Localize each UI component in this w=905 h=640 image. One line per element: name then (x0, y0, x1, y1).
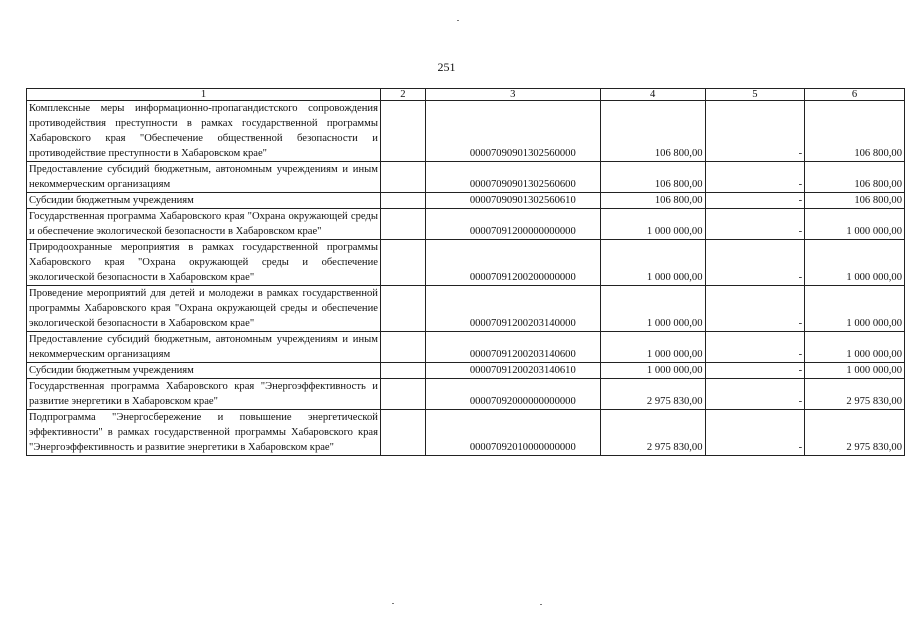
classification-code-cell: 00007091200000000000 (425, 209, 600, 240)
column-2-cell (380, 286, 425, 332)
row-name-cell: Природоохранные мероприятия в рамках государственной программы Хабаровского края "Охрана окружающей среды и обеспечение экологической безопасности в Хабаровском крае" (27, 240, 381, 286)
column-5-value-cell: - (705, 162, 805, 193)
column-5-value-cell: - (705, 193, 805, 209)
column-2-cell (380, 363, 425, 379)
row-name-cell: Государственная программа Хабаровского края "Энергоэффективность и развитие энергетики в Хабаровском крае" (27, 379, 381, 410)
table-row (27, 286, 905, 332)
column-6-value-cell: 2 975 830,00 (805, 379, 905, 410)
column-2-cell (380, 240, 425, 286)
column-header: 2 (380, 89, 425, 101)
row-name-cell: Проведение мероприятий для детей и молодежи в рамках государственной программы Хабаровского края "Охрана окружающей среды и обеспечение экологической безопасности в Хабаровском крае" (27, 286, 381, 332)
table-row (27, 162, 905, 193)
row-name-cell: Субсидии бюджетным учреждениям (27, 363, 381, 379)
column-6-value-cell: 106 800,00 (805, 162, 905, 193)
row-name-cell: Предоставление субсидий бюджетным, автономным учреждениям и иным некоммерческим организациям (27, 332, 381, 363)
column-5-value-cell: - (705, 240, 805, 286)
classification-code-cell: 00007091200200000000 (425, 240, 600, 286)
table-row (27, 332, 905, 363)
classification-code-cell: 00007090901302560000 (425, 101, 600, 162)
column-6-value-cell: 1 000 000,00 (805, 286, 905, 332)
column-5-value-cell: - (705, 286, 805, 332)
column-6-value-cell: 2 975 830,00 (805, 410, 905, 456)
column-5-value-cell: - (705, 101, 805, 162)
column-4-value-cell: 106 800,00 (600, 101, 705, 162)
column-4-value-cell: 2 975 830,00 (600, 379, 705, 410)
scan-speck (392, 603, 394, 604)
budget-table (26, 88, 905, 456)
column-2-cell (380, 162, 425, 193)
column-6-value-cell: 1 000 000,00 (805, 240, 905, 286)
column-5-value-cell: - (705, 209, 805, 240)
table-row (27, 240, 905, 286)
table-row (27, 193, 905, 209)
column-6-value-cell: 1 000 000,00 (805, 209, 905, 240)
classification-code-cell: 00007091200203140610 (425, 363, 600, 379)
column-4-value-cell: 1 000 000,00 (600, 332, 705, 363)
classification-code-cell: 00007090901302560610 (425, 193, 600, 209)
classification-code-cell: 00007092010000000000 (425, 410, 600, 456)
column-5-value-cell: - (705, 410, 805, 456)
column-4-value-cell: 1 000 000,00 (600, 209, 705, 240)
column-6-value-cell: 106 800,00 (805, 193, 905, 209)
table-header-row (27, 89, 905, 101)
column-6-value-cell: 1 000 000,00 (805, 363, 905, 379)
column-6-value-cell: 1 000 000,00 (805, 332, 905, 363)
classification-code-cell: 00007090901302560600 (425, 162, 600, 193)
table-row (27, 410, 905, 456)
row-name-cell: Субсидии бюджетным учреждениям (27, 193, 381, 209)
column-header: 6 (805, 89, 905, 101)
table-row (27, 209, 905, 240)
column-5-value-cell: - (705, 363, 805, 379)
column-4-value-cell: 2 975 830,00 (600, 410, 705, 456)
classification-code-cell: 00007092000000000000 (425, 379, 600, 410)
scan-speck (457, 20, 459, 21)
column-6-value-cell: 106 800,00 (805, 101, 905, 162)
column-4-value-cell: 106 800,00 (600, 162, 705, 193)
column-header: 4 (600, 89, 705, 101)
table-row (27, 363, 905, 379)
classification-code-cell: 00007091200203140600 (425, 332, 600, 363)
column-2-cell (380, 410, 425, 456)
column-header: 5 (705, 89, 805, 101)
column-2-cell (380, 209, 425, 240)
row-name-cell: Комплексные меры информационно-пропагандистского сопровождения противодействия преступности в рамках государственной программы Хабаровского края "Обеспечение общественной безопасности и противодействие преступности в Хабаровском крае" (27, 101, 381, 162)
column-4-value-cell: 1 000 000,00 (600, 240, 705, 286)
table-row (27, 101, 905, 162)
column-2-cell (380, 193, 425, 209)
column-4-value-cell: 1 000 000,00 (600, 286, 705, 332)
page-number: 251 (437, 60, 456, 74)
column-2-cell (380, 101, 425, 162)
classification-code-cell: 00007091200203140000 (425, 286, 600, 332)
column-5-value-cell: - (705, 332, 805, 363)
column-header: 1 (27, 89, 381, 101)
column-4-value-cell: 106 800,00 (600, 193, 705, 209)
column-2-cell (380, 379, 425, 410)
row-name-cell: Подпрограмма "Энергосбережение и повышение энергетической эффективности" в рамках государственной программы Хабаровского края "Энергоэффективность и развитие энергетики в Хабаровском крае" (27, 410, 381, 456)
column-5-value-cell: - (705, 379, 805, 410)
row-name-cell: Государственная программа Хабаровского края "Охрана окружающей среды и обеспечение экологической безопасности в Хабаровском крае" (27, 209, 381, 240)
column-header: 3 (425, 89, 600, 101)
scan-speck (540, 604, 542, 605)
column-4-value-cell: 1 000 000,00 (600, 363, 705, 379)
column-2-cell (380, 332, 425, 363)
row-name-cell: Предоставление субсидий бюджетным, автономным учреждениям и иным некоммерческим организациям (27, 162, 381, 193)
table-row (27, 379, 905, 410)
